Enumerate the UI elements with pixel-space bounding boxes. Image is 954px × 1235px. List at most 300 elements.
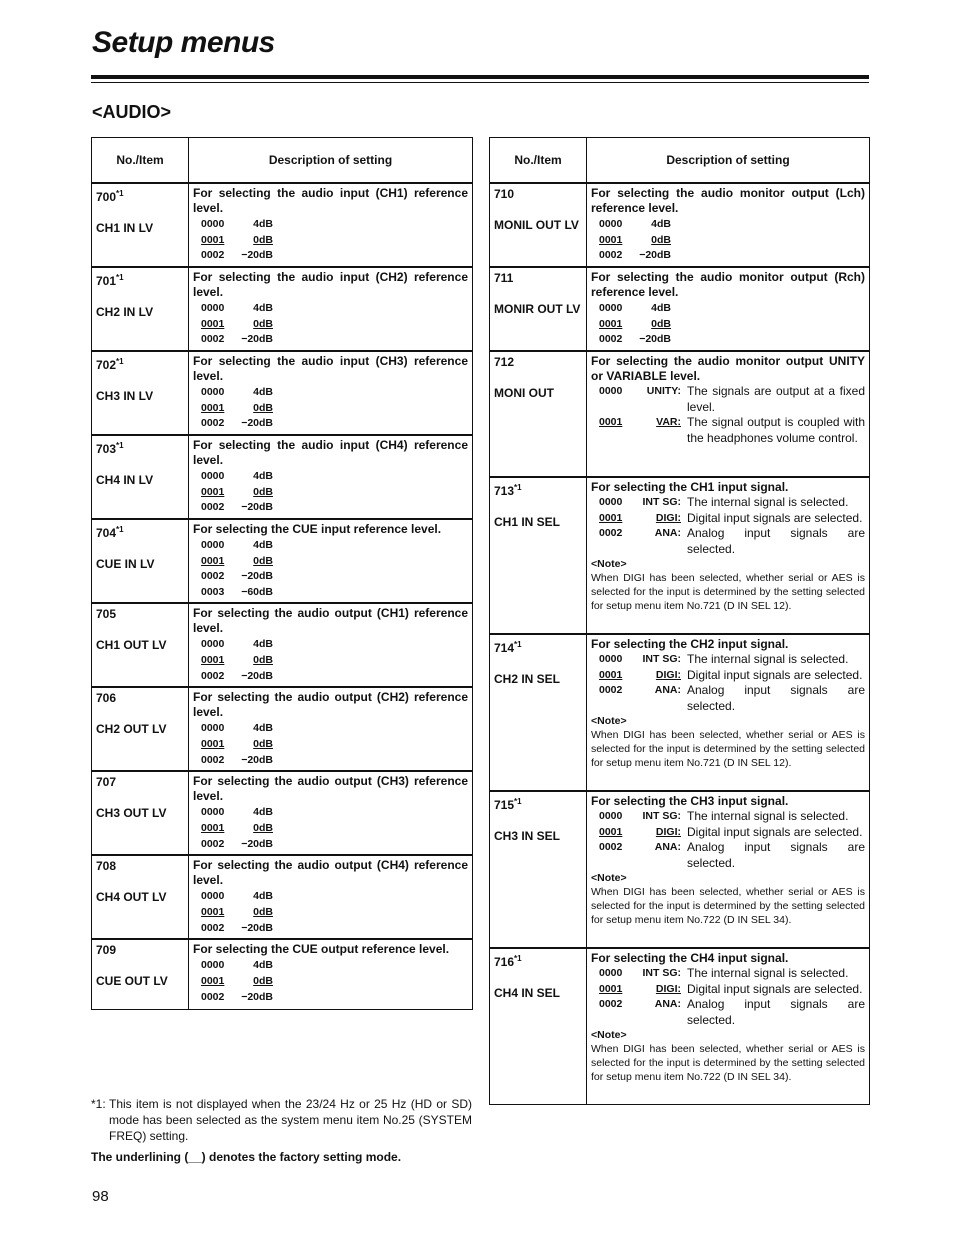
- option-row: [201, 653, 468, 669]
- option-label: [636, 840, 687, 871]
- setting-desc-cell: [189, 603, 473, 687]
- setting-description: For selecting the audio input (CH4) reference level.: [193, 438, 468, 467]
- note-heading: <Note>: [591, 872, 627, 885]
- setting-number: [494, 637, 582, 656]
- option-value: 0dB: [651, 317, 671, 330]
- setting-item-name: CH3 OUT LV: [96, 806, 167, 821]
- option-row: [201, 974, 468, 990]
- setting-number: [96, 438, 184, 457]
- option-row: [201, 554, 468, 570]
- option-description: The internal signal is selected.: [687, 495, 849, 509]
- option-code-text: 0001: [599, 668, 623, 681]
- setting-number-value: 714: [494, 641, 515, 655]
- setting-desc-cell: [189, 771, 473, 855]
- selection-option: [591, 526, 865, 557]
- option-description: Digital input signals are selected.: [687, 510, 863, 525]
- option-code: 0002: [201, 669, 225, 682]
- option-code: 0000: [201, 806, 225, 819]
- option-value: −20dB: [241, 837, 273, 850]
- option-label-text: INT SG:: [642, 653, 681, 665]
- option-row: [201, 248, 468, 264]
- setting-row: [490, 634, 870, 791]
- setting-number-value: 716: [494, 955, 515, 969]
- setting-row: [490, 183, 870, 267]
- option-value: −20dB: [241, 990, 273, 1003]
- option-code: 0002: [201, 417, 225, 430]
- setting-number: [96, 606, 184, 622]
- note-heading: <Note>: [591, 1029, 627, 1042]
- setting-desc-cell: [189, 351, 473, 435]
- footnote-marker: *1: [116, 189, 124, 198]
- setting-no-cell: [490, 183, 587, 267]
- setting-number-value: 705: [96, 607, 117, 622]
- setting-no-cell: [92, 603, 189, 687]
- setting-no-cell: [490, 267, 587, 351]
- setting-item-name: MONI OUT: [494, 386, 554, 400]
- option-code: 0001: [201, 233, 225, 246]
- setting-number-value: 703: [96, 442, 117, 456]
- option-code: [591, 966, 636, 982]
- option-row: [201, 821, 468, 837]
- option-description: Analog input signals are selected.: [687, 840, 865, 870]
- option-code: 0000: [201, 539, 225, 551]
- setting-desc-cell: [189, 267, 473, 351]
- option-row: [201, 416, 468, 432]
- option-value: 0dB: [253, 905, 273, 918]
- option-code: 0001: [201, 485, 225, 498]
- option-value: −20dB: [241, 669, 273, 682]
- setting-number-value: 702: [96, 358, 117, 372]
- option-code: 0000: [201, 890, 225, 903]
- setting-number: [96, 942, 184, 958]
- setting-desc-cell: [189, 855, 473, 939]
- option-code: 0002: [201, 570, 225, 583]
- setting-row: [92, 603, 473, 687]
- option-value: 4dB: [253, 806, 273, 819]
- option-label-text: ANA:: [654, 841, 681, 854]
- option-label: [636, 526, 687, 557]
- selection-option: [591, 825, 865, 841]
- option-code-text: 0000: [599, 967, 623, 979]
- selection-option: [591, 809, 865, 825]
- option-code: [591, 652, 636, 668]
- option-code: 0002: [201, 753, 225, 766]
- option-row: [201, 385, 468, 401]
- selection-option: [591, 966, 865, 982]
- setting-number: [494, 354, 582, 370]
- option-value: 4dB: [253, 722, 273, 735]
- option-code: 0002: [599, 249, 623, 262]
- option-value: 4dB: [253, 470, 273, 482]
- option-code-text: 0001: [599, 982, 623, 995]
- option-code: 0000: [201, 218, 225, 230]
- option-code: 0000: [599, 218, 623, 230]
- page-number: 98: [92, 1188, 109, 1205]
- setting-item-name: MONIR OUT LV: [494, 302, 581, 316]
- option-label-text: DIGI:: [655, 825, 681, 838]
- option-list: [201, 721, 468, 768]
- option-value: 4dB: [253, 539, 273, 551]
- option-row: [201, 233, 468, 249]
- setting-description: For selecting the audio output (CH3) reference level.: [193, 774, 468, 804]
- option-row: [201, 500, 468, 516]
- option-code: 0002: [201, 501, 225, 514]
- option-label-text: DIGI:: [655, 511, 681, 524]
- option-value: 0dB: [253, 821, 273, 834]
- option-code: 0001: [201, 974, 225, 987]
- footnote-marker: *1: [116, 273, 124, 282]
- setting-no-cell: [92, 939, 189, 1009]
- option-code: 0001: [201, 737, 225, 750]
- option-code-text: 0002: [599, 684, 623, 697]
- option-list: [201, 469, 468, 516]
- option-code-text: 0000: [599, 810, 623, 822]
- setting-number: [494, 951, 582, 970]
- option-value: 0dB: [253, 317, 273, 330]
- option-description: Analog input signals are selected.: [687, 997, 865, 1027]
- option-description: Digital input signals are selected.: [687, 824, 863, 839]
- option-code: [591, 415, 636, 446]
- option-description: The signal output is coupled with the headphones volume control.: [687, 415, 865, 445]
- option-label-text: INT SG:: [642, 496, 681, 508]
- setting-no-cell: [490, 948, 587, 1104]
- option-row: [201, 301, 468, 317]
- option-row: [201, 401, 468, 417]
- option-row: [201, 538, 468, 554]
- left-settings-table: [91, 137, 473, 1010]
- setting-description: For selecting the audio monitor output (Lch) reference level.: [591, 186, 865, 215]
- setting-description: For selecting the CUE input reference level.: [193, 522, 442, 536]
- setting-no-cell: [490, 791, 587, 948]
- selection-option: [591, 495, 865, 511]
- setting-item-name: CH4 IN SEL: [494, 986, 561, 1000]
- option-value: −20dB: [241, 249, 273, 262]
- option-label: [636, 652, 687, 668]
- option-code-text: 0002: [599, 841, 623, 854]
- footnote-marker: *1: [116, 441, 124, 450]
- option-code: 0000: [201, 302, 225, 314]
- option-label-text: UNITY:: [646, 385, 681, 397]
- setting-no-cell: [92, 435, 189, 519]
- setting-row: [490, 351, 870, 477]
- option-row: [201, 469, 468, 485]
- setting-description: For selecting the audio input (CH2) reference level.: [193, 270, 468, 299]
- option-value: −20dB: [241, 921, 273, 934]
- setting-item-name: CH1 IN LV: [96, 221, 154, 235]
- option-row: [201, 837, 468, 853]
- column-header-desc: Description of setting: [189, 138, 473, 184]
- footnote-marker: *1: [514, 483, 522, 492]
- setting-number-value: 707: [96, 775, 117, 790]
- option-value: 4dB: [253, 959, 273, 972]
- page-title: Setup menus: [92, 26, 275, 59]
- setting-number-value: 710: [494, 187, 515, 201]
- option-value: 0dB: [253, 233, 273, 246]
- note-text: When DIGI has been selected, whether serial or AES is selected for the input is determined by the setting selected for setup menu item No.722 (D IN SEL 34).: [591, 1043, 865, 1084]
- option-code: [591, 495, 636, 511]
- option-label: [636, 495, 687, 511]
- selection-option: [591, 982, 865, 998]
- option-code: 0000: [201, 386, 225, 398]
- option-code-text: 0000: [599, 653, 623, 665]
- setting-description: For selecting the CH2 input signal.: [591, 637, 789, 651]
- setting-desc-cell: [587, 351, 870, 477]
- setting-item-name: CUE OUT LV: [96, 974, 168, 989]
- setting-no-cell: [490, 477, 587, 634]
- option-code: 0003: [201, 585, 225, 598]
- option-value: 0dB: [253, 401, 273, 414]
- option-list: [201, 805, 468, 852]
- option-code: 0000: [201, 638, 225, 651]
- note-heading: <Note>: [591, 558, 627, 571]
- setting-row: [92, 771, 473, 855]
- option-label-text: ANA:: [654, 684, 681, 697]
- option-code-text: 0002: [599, 998, 623, 1011]
- option-code: 0001: [599, 317, 623, 330]
- option-label: [636, 384, 687, 415]
- setting-no-cell: [92, 183, 189, 267]
- setting-item-name: CUE IN LV: [96, 557, 155, 571]
- option-list: [201, 217, 468, 264]
- option-value: −20dB: [241, 570, 273, 583]
- setting-item-name: CH2 OUT LV: [96, 722, 167, 737]
- option-label-text: INT SG:: [642, 810, 681, 822]
- option-code: 0001: [599, 233, 623, 246]
- option-row: [599, 233, 865, 249]
- setting-desc-cell: [587, 634, 870, 791]
- option-row: [201, 485, 468, 501]
- option-value: −20dB: [639, 249, 671, 262]
- setting-row: [490, 791, 870, 948]
- option-row: [201, 317, 468, 333]
- setting-number: [96, 270, 184, 289]
- setting-row: [490, 948, 870, 1104]
- setting-description: For selecting the CH1 input signal.: [591, 480, 789, 494]
- option-description: Analog input signals are selected.: [687, 683, 865, 713]
- option-row: [201, 569, 468, 585]
- option-label-text: INT SG:: [642, 967, 681, 979]
- column-header-no: No./Item: [92, 138, 189, 184]
- setting-no-cell: [92, 855, 189, 939]
- option-label: [636, 966, 687, 982]
- option-value: −20dB: [241, 417, 273, 430]
- option-row: [201, 737, 468, 753]
- option-code-text: 0000: [599, 496, 623, 508]
- title-rule-thin: [91, 82, 869, 83]
- setting-item-name: CH2 IN SEL: [494, 672, 561, 686]
- setting-description: For selecting the CH4 input signal.: [591, 951, 789, 965]
- setting-item-name: CH4 IN LV: [96, 473, 154, 487]
- setting-item-name: CH1 IN SEL: [494, 515, 561, 529]
- setting-number-value: 700: [96, 190, 117, 204]
- option-description: Digital input signals are selected.: [687, 667, 863, 682]
- option-description: The signals are output at a fixed level.: [687, 384, 865, 414]
- setting-description: For selecting the audio monitor output UNITY or VARIABLE level.: [591, 354, 865, 383]
- setting-number-value: 708: [96, 859, 117, 874]
- setting-description: For selecting the audio output (CH1) reference level.: [193, 606, 468, 636]
- title-rule: [91, 75, 869, 79]
- option-list: [599, 217, 865, 264]
- setting-number: [96, 186, 184, 205]
- setting-item-name: CH1 OUT LV: [96, 638, 167, 653]
- option-list: [201, 958, 468, 1005]
- option-row: [201, 637, 468, 653]
- option-value: 4dB: [651, 302, 671, 314]
- setting-number-value: 712: [494, 355, 515, 369]
- setting-row: [490, 477, 870, 634]
- setting-item-name: CH3 IN LV: [96, 389, 154, 403]
- option-value: 0dB: [253, 737, 273, 750]
- footnote-marker: *1: [514, 640, 522, 649]
- option-code: [591, 384, 636, 415]
- setting-desc-cell: [189, 687, 473, 771]
- option-code: 0000: [201, 722, 225, 735]
- setting-item-name: MONIL OUT LV: [494, 218, 579, 232]
- option-value: −20dB: [639, 333, 671, 346]
- setting-number-value: 711: [494, 271, 514, 285]
- setting-row: [92, 351, 473, 435]
- option-code: 0001: [201, 821, 225, 834]
- setting-number: [96, 354, 184, 373]
- option-value: 0dB: [253, 485, 273, 498]
- selection-option: [591, 384, 865, 415]
- option-label: [636, 668, 687, 684]
- option-code: [591, 668, 636, 684]
- setting-desc-cell: [189, 939, 473, 1009]
- option-label: [636, 809, 687, 825]
- option-row: [201, 217, 468, 233]
- option-code: [591, 809, 636, 825]
- option-code: 0002: [201, 333, 225, 346]
- option-code: 0001: [201, 554, 225, 567]
- option-code: [591, 683, 636, 714]
- setting-item-name: CH4 OUT LV: [96, 890, 167, 905]
- setting-no-cell: [490, 351, 587, 477]
- option-label-text: ANA:: [654, 998, 681, 1011]
- setting-desc-cell: [587, 477, 870, 634]
- section-heading: <AUDIO>: [92, 102, 172, 122]
- option-code: [591, 840, 636, 871]
- setting-number: [96, 522, 184, 541]
- setting-row: [92, 855, 473, 939]
- option-label-text: DIGI:: [655, 668, 681, 681]
- setting-number: [494, 794, 582, 813]
- option-code: 0002: [201, 837, 225, 850]
- setting-desc-cell: [189, 519, 473, 603]
- setting-desc-cell: [189, 435, 473, 519]
- option-row: [599, 317, 865, 333]
- option-value: 4dB: [253, 302, 273, 314]
- option-list: [201, 538, 468, 600]
- option-label: [636, 511, 687, 527]
- underline-note: The underlining (__) denotes the factory setting mode.: [91, 1150, 402, 1164]
- option-value: 0dB: [253, 653, 273, 666]
- setting-number-value: 709: [96, 943, 117, 958]
- right-settings-table: [489, 137, 870, 1105]
- option-value: 4dB: [253, 890, 273, 903]
- option-code: [591, 511, 636, 527]
- option-list: [201, 637, 468, 684]
- option-list: [599, 301, 865, 348]
- option-code: 0001: [201, 653, 225, 666]
- option-code: [591, 825, 636, 841]
- option-value: 0dB: [253, 554, 273, 567]
- setting-number: [494, 186, 582, 202]
- option-code: 0002: [201, 249, 225, 262]
- setting-no-cell: [92, 351, 189, 435]
- setting-item-name: CH3 IN SEL: [494, 829, 561, 843]
- option-code: [591, 526, 636, 557]
- option-code-text: 0001: [599, 511, 623, 524]
- option-value: −60dB: [241, 585, 273, 598]
- note-text: When DIGI has been selected, whether serial or AES is selected for the input is determined by the setting selected for setup menu item No.722 (D IN SEL 34).: [591, 886, 865, 927]
- setting-number: [96, 774, 184, 790]
- option-row: [201, 921, 468, 937]
- option-code: 0000: [201, 470, 225, 482]
- option-row: [201, 889, 468, 905]
- setting-description: For selecting the audio output (CH4) reference level.: [193, 858, 468, 888]
- setting-description: For selecting the audio input (CH1) reference level.: [193, 186, 468, 215]
- option-label-text: DIGI:: [655, 982, 681, 995]
- footnote-1: [91, 1096, 472, 1144]
- option-code: 0000: [201, 959, 225, 972]
- option-label-text: ANA:: [654, 527, 681, 540]
- selection-option: [591, 415, 865, 446]
- selection-option: [591, 997, 865, 1028]
- option-code: 0002: [201, 921, 225, 934]
- option-row: [201, 669, 468, 685]
- setting-description: For selecting the CH3 input signal.: [591, 794, 789, 808]
- option-row: [201, 958, 468, 974]
- setting-number-value: 713: [494, 484, 515, 498]
- setting-no-cell: [92, 267, 189, 351]
- option-description: Analog input signals are selected.: [687, 526, 865, 556]
- setting-desc-cell: [587, 267, 870, 351]
- setting-no-cell: [92, 687, 189, 771]
- option-description: The internal signal is selected.: [687, 809, 849, 823]
- option-label: [636, 415, 687, 446]
- selection-option: [591, 840, 865, 871]
- option-row: [599, 248, 865, 264]
- footnote-marker: *1: [514, 797, 522, 806]
- setting-no-cell: [92, 771, 189, 855]
- setting-row: [490, 267, 870, 351]
- option-list: [201, 301, 468, 348]
- setting-no-cell: [490, 634, 587, 791]
- setting-row: [92, 435, 473, 519]
- option-code-text: 0000: [599, 385, 623, 397]
- footnote-text: This item is not displayed when the 23/24 Hz or 25 Hz (HD or SD) mode has been selected as the system menu item No.25 (SYSTEM FREQ) setting.: [109, 1097, 472, 1143]
- option-label: [636, 997, 687, 1028]
- setting-no-cell: [92, 519, 189, 603]
- option-code-text: 0002: [599, 527, 623, 540]
- setting-number: [96, 858, 184, 874]
- option-row: [201, 990, 468, 1006]
- selection-option: [591, 652, 865, 668]
- option-code-text: 0001: [599, 825, 623, 838]
- setting-item-name: CH2 IN LV: [96, 305, 154, 319]
- setting-description: For selecting the audio output (CH2) reference level.: [193, 690, 468, 720]
- option-code: 0002: [201, 990, 225, 1003]
- setting-row: [92, 183, 473, 267]
- setting-desc-cell: [587, 948, 870, 1104]
- option-code: 0001: [201, 401, 225, 414]
- option-row: [599, 217, 865, 233]
- option-label: [636, 982, 687, 998]
- setting-number: [494, 480, 582, 499]
- setting-row: [92, 939, 473, 1009]
- footnote-marker: *1: [116, 525, 124, 534]
